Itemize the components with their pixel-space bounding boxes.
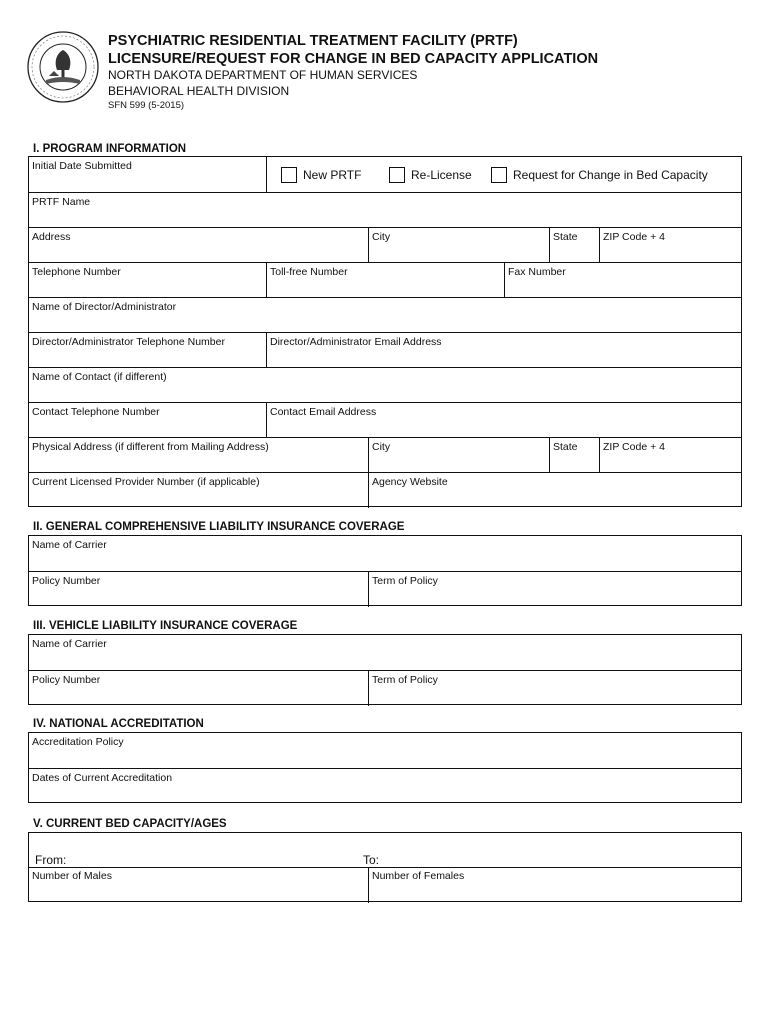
physical-state-label: State xyxy=(553,441,578,453)
bed-capacity-box xyxy=(28,832,742,902)
address-label: Address xyxy=(32,231,71,243)
city-field[interactable] xyxy=(368,228,549,263)
program-information-box xyxy=(28,156,742,507)
general-policy-number-field[interactable] xyxy=(29,572,368,607)
prtf-name-label: PRTF Name xyxy=(32,196,91,208)
accreditation-dates-label: Dates of Current Accreditation xyxy=(32,772,173,784)
physical-state-field[interactable] xyxy=(549,438,599,473)
form-title-line2: LICENSURE/REQUEST FOR CHANGE IN BED CAPACITY APPLICATION xyxy=(108,51,599,67)
accreditation-box xyxy=(28,732,742,803)
director-email-field[interactable] xyxy=(266,333,741,368)
initial-date-field[interactable] xyxy=(29,157,266,192)
state-seal-icon xyxy=(26,30,100,104)
vehicle-policy-number-label: Policy Number xyxy=(32,674,101,686)
vehicle-carrier-label: Name of Carrier xyxy=(32,638,107,650)
females-count-label: Number of Females xyxy=(372,870,465,882)
accreditation-policy-label: Accreditation Policy xyxy=(32,736,124,748)
section2-title: II. GENERAL COMPREHENSIVE LIABILITY INSURANCE COVERAGE xyxy=(33,521,405,533)
contact-email-field[interactable] xyxy=(266,403,741,438)
city-label: City xyxy=(372,231,391,243)
re-license-label: Re-License xyxy=(411,168,472,182)
new-prtf-label: New PRTF xyxy=(303,168,362,182)
form-title-line1: PSYCHIATRIC RESIDENTIAL TREATMENT FACILITY (PRTF) xyxy=(108,33,518,49)
section4-title: IV. NATIONAL ACCREDITATION xyxy=(33,718,204,730)
age-from-label[interactable]: From: xyxy=(35,853,67,867)
general-policy-number-label: Policy Number xyxy=(32,575,101,587)
physical-city-field[interactable] xyxy=(368,438,549,473)
prtf-name-field[interactable] xyxy=(29,193,741,228)
vehicle-liability-box xyxy=(28,634,742,705)
contact-name-label: Name of Contact (if different) xyxy=(32,371,167,383)
age-range-row xyxy=(29,833,741,867)
address-field[interactable] xyxy=(29,228,368,263)
general-policy-term-label: Term of Policy xyxy=(372,575,438,587)
provider-number-field[interactable] xyxy=(29,473,368,508)
physical-zip-field[interactable] xyxy=(599,438,741,473)
contact-email-label: Contact Email Address xyxy=(270,406,377,418)
state-label: State xyxy=(553,231,578,243)
physical-address-label: Physical Address (if different from Mailing Address) xyxy=(32,441,269,453)
form-number: SFN 599 (5-2015) xyxy=(108,100,185,111)
new-prtf-checkbox[interactable] xyxy=(281,167,297,183)
vehicle-policy-number-field[interactable] xyxy=(29,671,368,706)
section5-title: V. CURRENT BED CAPACITY/AGES xyxy=(33,818,227,830)
zip-label: ZIP Code + 4 xyxy=(603,231,665,243)
vehicle-policy-term-label: Term of Policy xyxy=(372,674,438,686)
agency-website-label: Agency Website xyxy=(372,476,448,488)
general-liability-box xyxy=(28,535,742,606)
fax-field[interactable] xyxy=(504,263,741,298)
department-name: NORTH DAKOTA DEPARTMENT OF HUMAN SERVICES xyxy=(108,68,418,82)
state-field[interactable] xyxy=(549,228,599,263)
telephone-label: Telephone Number xyxy=(32,266,121,278)
physical-city-label: City xyxy=(372,441,391,453)
vehicle-policy-term-field[interactable] xyxy=(368,671,741,706)
age-to-label[interactable]: To: xyxy=(363,853,380,867)
general-carrier-field[interactable] xyxy=(29,536,741,571)
director-email-label: Director/Administrator Email Address xyxy=(270,336,442,348)
re-license-checkbox[interactable] xyxy=(389,167,405,183)
physical-address-field[interactable] xyxy=(29,438,368,473)
general-carrier-label: Name of Carrier xyxy=(32,539,107,551)
director-phone-field[interactable] xyxy=(29,333,266,368)
agency-website-field[interactable] xyxy=(368,473,741,508)
provider-number-label: Current Licensed Provider Number (if applicable) xyxy=(32,476,260,488)
tollfree-field[interactable] xyxy=(266,263,504,298)
tollfree-label: Toll-free Number xyxy=(270,266,348,278)
section1-title: I. PROGRAM INFORMATION xyxy=(33,143,187,155)
bed-capacity-change-checkbox[interactable] xyxy=(491,167,507,183)
males-count-field[interactable] xyxy=(29,868,368,903)
telephone-field[interactable] xyxy=(29,263,266,298)
initial-date-label: Initial Date Submitted xyxy=(32,160,132,172)
females-count-field[interactable] xyxy=(368,868,741,903)
physical-zip-label: ZIP Code + 4 xyxy=(603,441,665,453)
section3-title: III. VEHICLE LIABILITY INSURANCE COVERAGE xyxy=(33,620,298,632)
males-count-label: Number of Males xyxy=(32,870,112,882)
vehicle-carrier-field[interactable] xyxy=(29,635,741,670)
zip-field[interactable] xyxy=(599,228,741,263)
accreditation-dates-field[interactable] xyxy=(29,769,741,804)
contact-name-field[interactable] xyxy=(29,368,741,403)
general-policy-term-field[interactable] xyxy=(368,572,741,607)
bed-capacity-change-label: Request for Change in Bed Capacity xyxy=(513,168,708,182)
accreditation-policy-field[interactable] xyxy=(29,733,741,768)
contact-phone-field[interactable] xyxy=(29,403,266,438)
director-name-field[interactable] xyxy=(29,298,741,333)
fax-label: Fax Number xyxy=(508,266,566,278)
director-name-label: Name of Director/Administrator xyxy=(32,301,177,313)
contact-phone-label: Contact Telephone Number xyxy=(32,406,160,418)
director-phone-label: Director/Administrator Telephone Number xyxy=(32,336,225,348)
division-name: BEHAVIORAL HEALTH DIVISION xyxy=(108,84,290,98)
